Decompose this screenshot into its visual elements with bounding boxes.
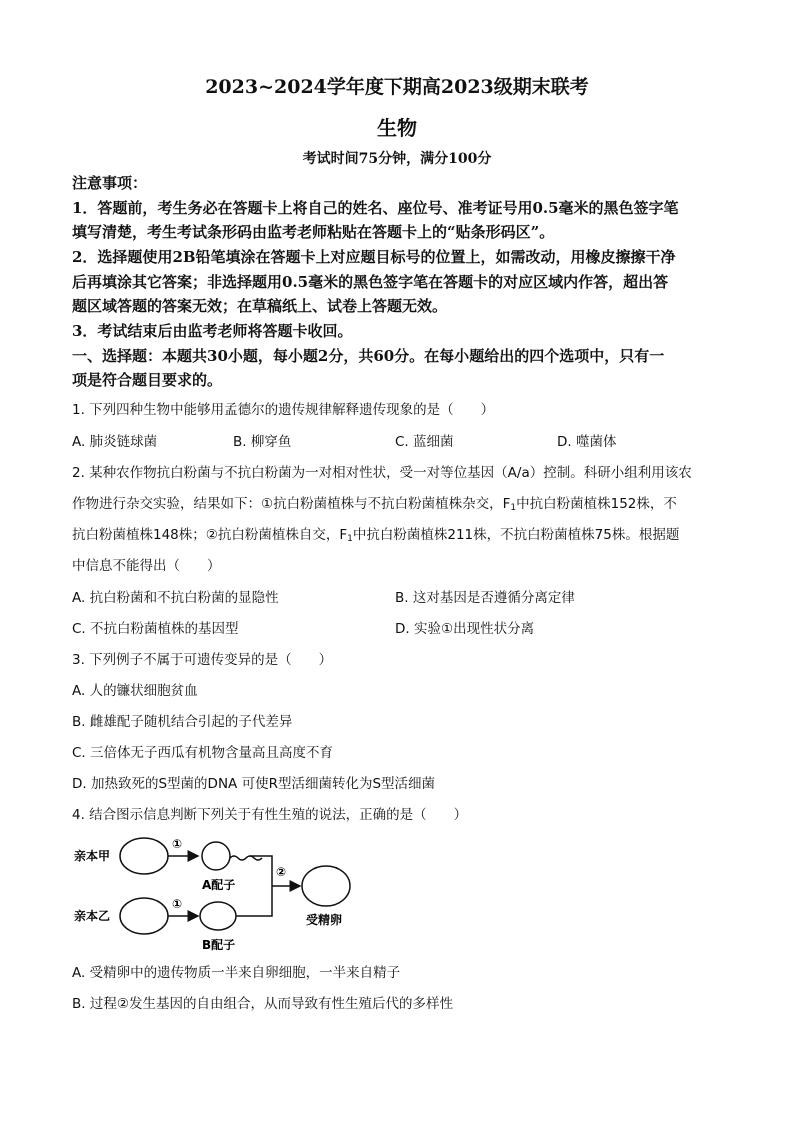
notice-line: 1．答题前，考生务必在答题卡上将自己的姓名、座位号、准考证号用0.5毫米的黑色签字笔 xyxy=(72,199,679,217)
notice-line: 填写清楚，考生考试条形码由监考老师粘贴在答题卡上的“贴条形码区”。 xyxy=(72,223,555,241)
q2-option-a: A. 抗白粉菌和不抗白粉菌的显隐性 xyxy=(72,590,279,606)
notice-line: 题区域答题的答案无效；在草稿纸上、试卷上答题无效。 xyxy=(72,297,448,315)
q2-line: 作物进行杂交实验，结果如下：①抗白粉菌植株与不抗白粉菌植株杂交，$F_1$中抗白粉菌植株152株，不 xyxy=(72,496,677,513)
gamete-b-cell xyxy=(200,902,236,930)
fusion-bracket xyxy=(236,856,272,916)
gamete-a-label: A配子 xyxy=(202,878,236,892)
q3-stem: 3. 下列例子不属于可遗传变异的是（ ） xyxy=(72,652,333,668)
q2-line: 抗白粉菌植株148株；②抗白粉菌植株自交，$F_1$中抗白粉菌植株211株，不抗白粉菌植株75株。根据题 xyxy=(72,527,680,544)
parent-b-label: 亲本乙 xyxy=(74,909,111,923)
q1-option-d: D. 噬菌体 xyxy=(557,434,617,450)
notice-line: 后再填涂其它答案；非选择题用0.5毫米的黑色签字笔在答题卡的对应区域内作答，超出答 xyxy=(72,273,669,291)
q2-option-d: D. 实验①出现性状分离 xyxy=(395,621,535,637)
gamete-b-label: B配子 xyxy=(202,938,236,952)
gamete-a-cell xyxy=(202,842,230,870)
parent-b-cell xyxy=(120,898,168,934)
q4-stem: 4. 结合图示信息判断下列关于有性生殖的说法，正确的是（ ） xyxy=(72,807,468,823)
fertilization-diagram xyxy=(72,828,372,958)
notice-line: 2．选择题使用2B铅笔填涂在答题卡上对应题目标号的位置上，如需改动，用橡皮擦擦干净 xyxy=(72,248,676,266)
q2-option-c: C. 不抗白粉菌植株的基因型 xyxy=(72,621,239,637)
q4-option-a: A. 受精卵中的遗传物质一半来自卵细胞，一半来自精子 xyxy=(72,965,401,981)
q2-line: 中信息不能得出（ ） xyxy=(72,558,221,574)
parent-a-label: 亲本甲 xyxy=(74,849,111,863)
step-1-label-a: ① xyxy=(172,837,183,851)
exam-time-info: 考试时间75分钟，满分100分 xyxy=(302,151,492,167)
q1-stem: 1. 下列四种生物中能够用孟德尔的遗传规律解释遗传现象的是（ ） xyxy=(72,402,495,418)
subject-title: 生物 xyxy=(377,116,417,140)
q3-option-c: C. 三倍体无子西瓜有机物含量高且高度不育 xyxy=(72,745,334,761)
q3-option-a: A. 人的镰状细胞贫血 xyxy=(72,683,198,699)
step-2-label: ② xyxy=(276,865,287,879)
q1-option-a: A. 肺炎链球菌 xyxy=(72,434,158,450)
zygote-label: 受精卵 xyxy=(306,913,343,927)
q2-line: 2. 某种农作物抗白粉菌与不抗白粉菌为一对相对性状，受一对等位基因（A/a）控制。科研小组利用该农 xyxy=(72,465,692,481)
notice-heading: 注意事项： xyxy=(72,174,148,192)
step-1-label-b: ① xyxy=(172,897,183,911)
zygote-cell xyxy=(302,866,350,906)
q3-option-b: B. 雌雄配子随机结合引起的子代差异 xyxy=(72,714,293,730)
section-heading-cont: 项是符合题目要求的。 xyxy=(72,371,223,389)
q4-option-b: B. 过程②发生基因的自由组合，从而导致有性生殖后代的多样性 xyxy=(72,996,453,1012)
parent-a-cell xyxy=(120,838,168,874)
section-heading: 一、选择题：本题共30小题，每小题2分，共60分。在每小题给出的四个选项中，只有一 xyxy=(72,347,665,365)
notice-line: 3．考试结束后由监考老师将答题卡收回。 xyxy=(72,322,353,340)
q3-option-d: D. 加热致死的S型菌的DNA 可使R型活细菌转化为S型活细菌 xyxy=(72,776,436,792)
q2-option-b: B. 这对基因是否遵循分离定律 xyxy=(395,590,575,606)
q1-option-b: B. 柳穿鱼 xyxy=(233,434,292,450)
exam-title: 2023~2024学年度下期高2023级期末联考 xyxy=(205,76,589,98)
q1-option-c: C. 蓝细菌 xyxy=(395,434,454,450)
